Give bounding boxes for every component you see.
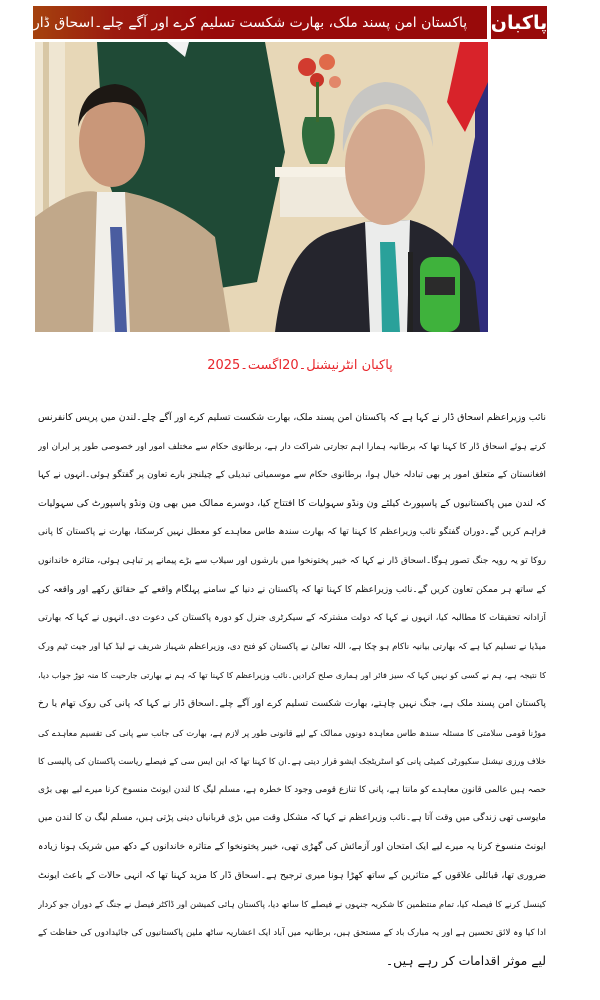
article-line: روکا تو یہ رویہ جنگ تصور ہوگا۔اسحاق ڈار نے کہا کہ خیبر پختونخوا میں بارشوں اور سیلاب سے بڑے پیمانے پر تباہی ہوئی، متاثرہ خاندانوں: [38, 555, 546, 566]
article-line: افغانستان کے متعلق امور پر بھی تبادلہ خیال ہوا، برطانوی حکام سے موسمیاتی تبدیلی کے چیلنجز بارے تعاون پر گفتگو ہوئی۔انہوں نے کہا: [38, 470, 546, 481]
headline-text: پاکستان امن پسند ملک، بھارت شکست تسلیم کرے اور آگے چلے۔اسحاق ڈار: [33, 14, 468, 31]
article-body: [38, 404, 546, 976]
article-line: مایوسی تھی زندگی میں وقت آتا ہے۔نائب وزیراعظم نے کہا کہ مشکل وقت میں بڑی قربانیاں دینی پڑتی ہیں، مسلم لیگ ن کا لندن میں: [38, 813, 546, 824]
article-line: کے ساتھ ہر ممکن تعاون کریں گے۔نائب وزیراعظم کا کہنا تھا کہ پاکستان نے دنیا کے سامنے پہلگام واقعے کے حقائق رکھے اور واقعہ کی: [38, 584, 546, 595]
article-line: فراہم کریں گے۔دوران گفتگو نائب وزیراعظم کا کہنا تھا کہ بھارت سندھ طاس معاہدے کو معطل نہیں کرسکتا، بھارت نے پاکستان کا پانی: [38, 527, 546, 538]
article-line: کرتے ہوئے اسحاق ڈار کا کہنا تھا کہ برطانیہ ہمارا اہم تجارتی شراکت دار ہے، برطانوی حکام سے مختلف امور اور خصوصی طور پر ایران اور: [38, 441, 546, 452]
article-line: موڑنا قومی سلامتی کا مسئلہ سندھ طاس معاہدہ دونوں ممالک کے لیے قانونی طور پر لازم ہے، بھارت کی جانب سے پانی کی تقسیم معاہدے کی: [38, 727, 546, 738]
article-line: ادا کیا وہ لائق تحسین ہے اور یہ مبارک باد کے مستحق ہیں، برطانیہ میں آباد ایک اعشاریہ ساٹھ ملین پاکستانیوں کی جائیدادوں کی حفاظت کے: [38, 927, 546, 938]
press-conference-photo: [35, 42, 488, 332]
article-line: آزادانہ تحقیقات کا مطالبہ کیا، انہوں نے کہا کہ دولت مشترکہ کے سیکرٹری جنرل کو دورہ پاکستان کی دعوت دی۔انہوں نے کہا کہ بھارتی: [38, 613, 546, 624]
article-line: کا نتیجہ ہے، ہم نے کسی کو نہیں کہا کہ سیز فائر اور ہماری صلح کرادیں۔نائب وزیراعظم کا کہنا تھا کہ ہم نے بھارتی جارحیت کا منہ توڑ جواب دیا،: [38, 670, 546, 681]
article-line: میڈیا نے تسلیم کیا ہے کہ بھارتی بیانیہ ناکام ہو چکا ہے، اللہ تعالیٰ نے پاکستان کو فتح دی، وزیراعظم شہباز شریف نے لیڈ کیا اور جیت ٹیم ورک: [38, 641, 546, 652]
dateline: پاکبان انٹرنیشنل۔20اگست۔2025: [207, 358, 393, 373]
brand-logo: [491, 6, 547, 39]
article-line: ایونٹ منسوخ کرنا یہ میرے لیے ایک امتحان اور آزمائش کی گھڑی تھی، خیبر پختونخوا کے متاثرہ خاندانوں کے دکھ میں شریک ہونا زیادہ: [38, 840, 546, 852]
article-line: لیے موثر اقدامات کر رہے ہیں۔: [385, 953, 546, 969]
article-line: پاکستان امن پسند ملک ہے، جنگ نہیں چاہتے، بھارت شکست تسلیم کرے اور آگے چلے۔اسحاق ڈار نے کہا کہ پانی کی روک تھام یا رخ: [38, 697, 546, 709]
article-line: حصہ ہیں عالمی قانون معاہدے کو مانتا ہے، پانی کا تنازع قومی وجود کا خطرہ ہے، مسلم لیگ کا لندن ایونٹ منسوخ کرنا میرے لیے بھی بڑی: [38, 784, 546, 795]
article-line: نائب وزیراعظم اسحاق ڈار نے کہا ہے کہ پاکستان امن پسند ملک، بھارت شکست تسلیم کرے اور آگے چلے۔لندن میں پریس کانفرنس: [38, 412, 546, 423]
headline-banner: [33, 6, 488, 39]
header-divider: [487, 6, 490, 39]
article-line: ضروری تھا، قبائلی علاقوں کے متاثرین کے ساتھ کھڑا ہونا میری ترجیح ہے۔اسحاق ڈار کا مزید کہنا تھا کہ انہی حالات کے باعث ایونٹ: [38, 869, 546, 881]
article-line: کینسل کرنے کا فیصلہ کیا، تمام منتظمین کا شکریہ جنہوں نے فیصلے کا ساتھ دیا، پاکستان ہائی کمیشن اور ڈاکٹر فیصل نے جنگ کے دوران جو کردار: [38, 899, 546, 910]
article-line: خلاف ورزی نیشنل سکیورٹی کمیٹی پانی کو اسٹریٹجک ایشو قرار دیتی ہے۔ان کا کہنا تھا کہ این ایس سی کے فیصلے ریاست پاکستان کی پالیسی کا: [38, 756, 546, 767]
brand-name: پاکبان: [490, 11, 548, 34]
article-line: کہ لندن میں پاکستانیوں کے پاسپورٹ کیلئے ون ونڈو سہولیات کا افتتاح کیا، دوسرے ممالک میں بھی ون ونڈو پاسپورٹ کی سہولیات: [38, 497, 546, 509]
